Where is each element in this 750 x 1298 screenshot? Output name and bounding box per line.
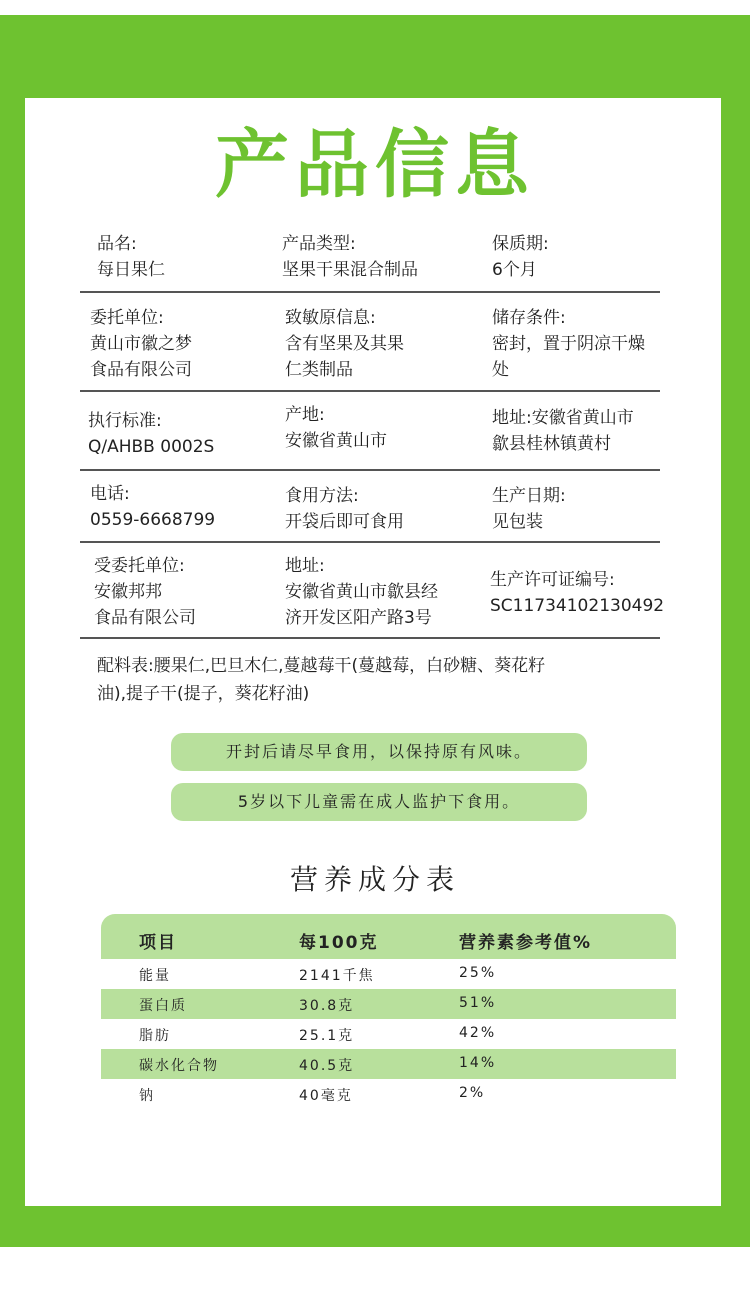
notice-badge: 5岁以下儿童需在成人监护下食用。 — [171, 783, 587, 821]
page-title: 产品信息 — [215, 122, 535, 208]
row-item: 蛋白质 — [139, 998, 187, 1014]
info-row — [80, 392, 660, 471]
row-nrv: 14% — [459, 1055, 497, 1071]
info-cell-license — [490, 567, 664, 619]
info-value: 济开发区阳产路3号 — [285, 608, 432, 628]
row-amount: 2141千焦 — [299, 968, 375, 984]
row-item: 能量 — [139, 968, 171, 984]
info-cell-address — [492, 405, 634, 457]
info-label: 保质期: — [492, 234, 549, 254]
info-value: 食品有限公司 — [90, 360, 192, 380]
info-label: 执行标准: — [88, 411, 162, 431]
info-label: 地址:安徽省黄山市 — [492, 408, 634, 428]
header-nrv: 营养素参考值% — [459, 933, 593, 953]
info-cell-standard — [88, 408, 214, 460]
info-label: 产地: — [285, 405, 325, 425]
header-item: 项目 — [139, 933, 177, 953]
info-value: 处 — [492, 360, 509, 380]
info-row — [80, 543, 665, 639]
row-amount: 40毫克 — [299, 1088, 353, 1104]
table-row — [101, 1049, 676, 1079]
info-label: 生产许可证编号: — [490, 570, 615, 590]
row-nrv: 42% — [459, 1025, 497, 1041]
row-item: 碳水化合物 — [139, 1058, 219, 1074]
info-value: 坚果干果混合制品 — [282, 260, 418, 280]
row-amount: 40.5克 — [299, 1058, 355, 1074]
info-value: 密封，置于阴凉干燥 — [492, 334, 645, 354]
row-item: 脂肪 — [139, 1028, 171, 1044]
info-label: 地址: — [285, 556, 325, 576]
info-value: 见包装 — [492, 512, 543, 532]
ingredients-text — [97, 652, 637, 708]
info-value: 歙县桂林镇黄村 — [492, 434, 611, 454]
info-cell-name — [97, 231, 165, 283]
info-row — [80, 471, 660, 543]
info-label: 致敏原信息: — [285, 308, 376, 328]
ingredients-line: 配料表:腰果仁,巴旦木仁,蔓越莓干(蔓越莓，白砂糖、葵花籽 — [97, 656, 546, 676]
info-cell-entrusted-address — [285, 553, 438, 631]
info-value: Q/AHBB 0002S — [88, 437, 215, 457]
notice-badge: 开封后请尽早食用，以保持原有风味。 — [171, 733, 587, 771]
info-value: 每日果仁 — [97, 260, 165, 280]
info-cell-phone — [90, 481, 215, 533]
info-value: 含有坚果及其果 — [285, 334, 404, 354]
info-cell-allergen — [285, 305, 404, 383]
info-cell-entrusting-unit — [90, 305, 192, 383]
info-cell-storage — [492, 305, 645, 383]
row-amount: 25.1克 — [299, 1028, 355, 1044]
info-value: 安徽省黄山市歙县经 — [285, 582, 438, 602]
info-value: 6个月 — [492, 260, 537, 280]
info-row — [80, 293, 660, 392]
row-amount: 30.8克 — [299, 998, 355, 1014]
info-label: 生产日期: — [492, 486, 566, 506]
info-value: 仁类制品 — [285, 360, 353, 380]
row-item: 钠 — [139, 1088, 155, 1104]
info-label: 产品类型: — [282, 234, 356, 254]
info-label: 电话: — [90, 484, 130, 504]
row-nrv: 2% — [459, 1085, 486, 1101]
info-value: 0559-6668799 — [90, 510, 216, 530]
nutrition-table — [101, 914, 676, 1109]
info-cell-shelf-life — [492, 231, 549, 283]
table-row — [101, 959, 676, 989]
info-label: 受委托单位: — [94, 556, 185, 576]
info-row — [80, 225, 660, 293]
nutrition-header — [101, 914, 676, 959]
info-value: 安徽邦邦 — [94, 582, 162, 602]
info-label: 委托单位: — [90, 308, 164, 328]
table-row — [101, 1019, 676, 1049]
info-cell-entrusted-unit — [94, 553, 196, 631]
info-grid — [80, 225, 665, 639]
row-nrv: 51% — [459, 995, 497, 1011]
info-value: SC11734102130492 — [490, 596, 665, 616]
info-cell-origin — [285, 402, 387, 454]
info-cell-type — [282, 231, 418, 283]
nutrition-title: 营养成分表 — [289, 863, 460, 896]
table-row — [101, 989, 676, 1019]
info-value: 食品有限公司 — [94, 608, 196, 628]
info-label: 品名: — [97, 234, 137, 254]
row-nrv: 25% — [459, 965, 497, 981]
info-cell-usage — [285, 483, 404, 535]
info-value: 黄山市徽之梦 — [90, 334, 192, 354]
info-label: 储存条件: — [492, 308, 566, 328]
info-value: 开袋后即可食用 — [285, 512, 404, 532]
table-row — [101, 1079, 676, 1109]
info-label: 食用方法: — [285, 486, 359, 506]
ingredients-line: 油),提子干(提子，葵花籽油) — [97, 684, 310, 704]
info-value: 安徽省黄山市 — [285, 431, 387, 451]
header-per-100g: 每100克 — [299, 933, 379, 953]
info-cell-production-date — [492, 483, 566, 535]
